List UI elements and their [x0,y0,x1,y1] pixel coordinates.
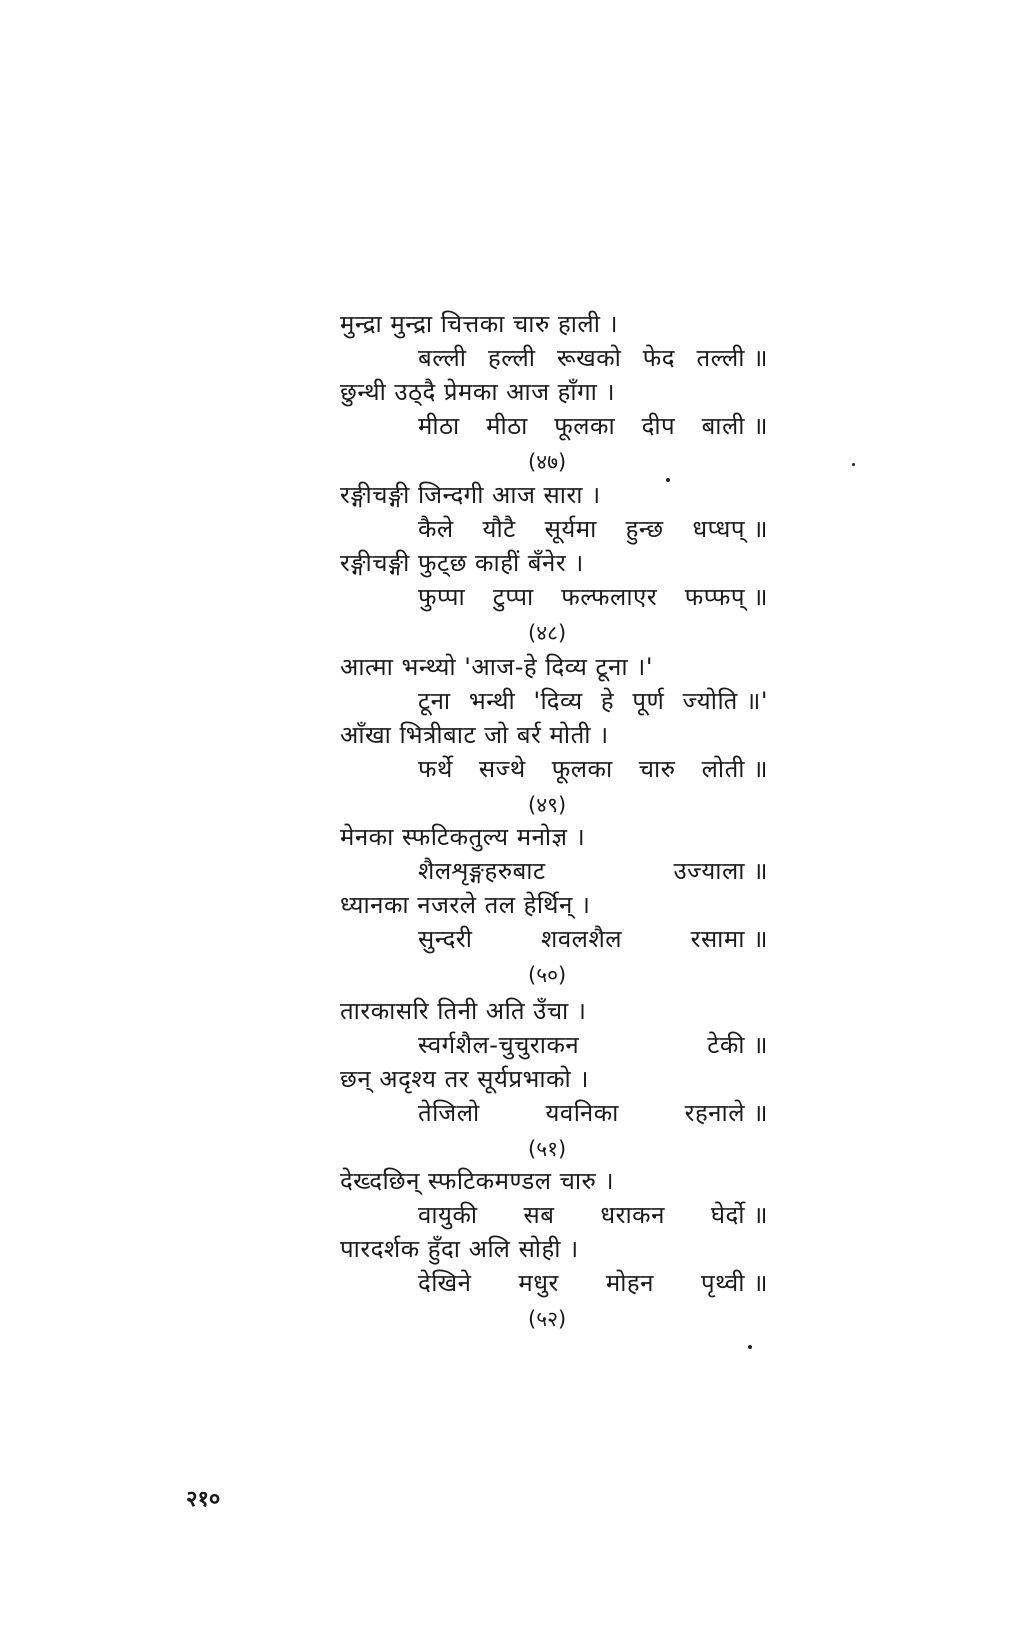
verse-line [418,512,768,546]
verse-line [418,1096,768,1130]
verse-word: वायुकी [418,1201,478,1229]
verse-word: पारदर्शक हुँदा अलि सोही । [340,1235,579,1263]
verse-word: टेकी ॥ [707,1031,768,1059]
verse-line [418,922,768,956]
verse-word: सब [523,1201,555,1229]
verse-word: 'दिव्य [533,687,583,715]
stanza-number: (५१) [528,1137,567,1161]
verse-word: टूना [418,687,451,715]
verse-word: मोहन [605,1269,654,1297]
verse-word: भन्थी [468,687,516,715]
verse-line [340,478,601,512]
verse-word: हुन्छ [625,515,664,543]
verse-word: उज्याला ॥ [673,857,768,885]
verse-line [340,888,591,922]
stanza-number: (४८) [528,621,567,645]
verse-word: शैलशृङ्गहरुबाट [418,857,546,885]
verse-line [340,718,609,752]
verse-line [418,1028,768,1062]
verse-word: धराकन [600,1201,665,1229]
verse-word: टुप्पा [492,583,534,611]
verse-line [340,820,585,854]
verse-word: पृथ्वी ॥ [701,1269,768,1297]
verse-word: तल्ली ॥ [696,344,768,372]
verse-word: घेर्दो ॥ [710,1201,768,1229]
verse-word: तेजिलो [418,1099,480,1127]
verse-line [340,307,618,341]
verse-word: बाली ॥ [701,412,768,440]
stanza-number: (४७) [528,450,567,474]
verse-word: रसामा ॥ [690,925,768,953]
verse-word: दीप [641,412,676,440]
verse-word: ज्योति ॥' [682,687,768,715]
verse-line [340,650,653,684]
verse-line [418,1198,768,1232]
verse-word: मधुर [518,1269,559,1297]
verse-word: सुन्दरी [418,925,473,953]
verse-word: फुप्पा [418,583,466,611]
verse-word: लोती ॥ [701,755,768,783]
verse-word: हे [600,687,615,715]
verse-word: सूर्यमा [544,515,597,543]
stanza-number: (५०) [528,963,567,987]
verse-word: कैले [418,515,454,543]
verse-line [418,580,768,614]
verse-word: फल्फलाएर [561,583,658,611]
page-number: २१० [186,1487,221,1512]
verse-word: ध्यानका नजरले तल हेर्थिन् । [340,891,591,919]
verse-word: तारकासरि तिनी अति उँचा । [340,997,587,1025]
verse-word: मेनका स्फटिकतुल्य मनोज्ञ । [340,823,586,851]
verse-word: फप्फप् ॥ [684,583,768,611]
verse-word: शवलशैल [541,925,623,953]
verse-line [418,1266,768,1300]
verse-line [418,409,768,443]
verse-line [340,1062,589,1096]
verse-word: फूलका [551,755,613,783]
verse-word: छुन्थी उठ्दै प्रेमका आज हाँगा । [340,378,616,406]
verse-word: पूर्ण [632,687,665,715]
verse-word: बल्ली [418,344,467,372]
verse-word: यौटै [482,515,516,543]
verse-word: देख्दछिन् स्फटिकमण्डल चारु । [340,1167,615,1195]
stanza-number: (४९) [528,793,567,817]
verse-word: मीठा [418,412,460,440]
verse-word: मीठा [486,412,528,440]
verse-word: देखिने [418,1269,472,1297]
verse-word: आत्मा भन्थ्यो 'आज-हे दिव्य टूना ।' [340,653,653,681]
verse-word: धप्धप् ॥ [692,515,768,543]
verse-word: फर्थे [418,755,453,783]
verse-line [340,1232,579,1266]
verse-word: छन् अदृश्य तर सूर्यप्रभाको । [340,1065,589,1093]
ink-speck [666,478,670,482]
verse-line [418,341,768,375]
verse-word: हल्ली [487,344,536,372]
verse-line [340,994,587,1028]
verse-word: आँखा भित्रीबाट जो बर्र मोती । [340,721,609,749]
ink-speck [852,463,855,466]
verse-line [418,854,768,888]
verse-line [340,546,584,580]
verse-word: सज्थे [478,755,526,783]
verse-word: रहनाले ॥ [684,1099,768,1127]
verse-word: चारु [638,755,676,783]
stanza-number: (५२) [528,1307,567,1331]
verse-line [340,1164,614,1198]
ink-speck [748,1345,752,1349]
verse-word: रूखको [556,344,622,372]
verse-word: मुन्द्रा मुन्द्रा चित्तका चारु हाली । [340,310,619,338]
verse-word: फूलका [554,412,616,440]
verse-line [340,375,615,409]
verse-line [418,752,768,786]
verse-word: रङ्गीचङ्गी फुट्छ काहीं बँनेर । [340,549,584,577]
verse-line [418,684,768,718]
verse-word: यवनिका [545,1099,619,1127]
verse-word: फेद [642,344,676,372]
verse-word: स्वर्गशैल-चुचुराकन [418,1031,580,1059]
verse-word: रङ्गीचङ्गी जिन्दगी आज सारा । [340,481,601,509]
